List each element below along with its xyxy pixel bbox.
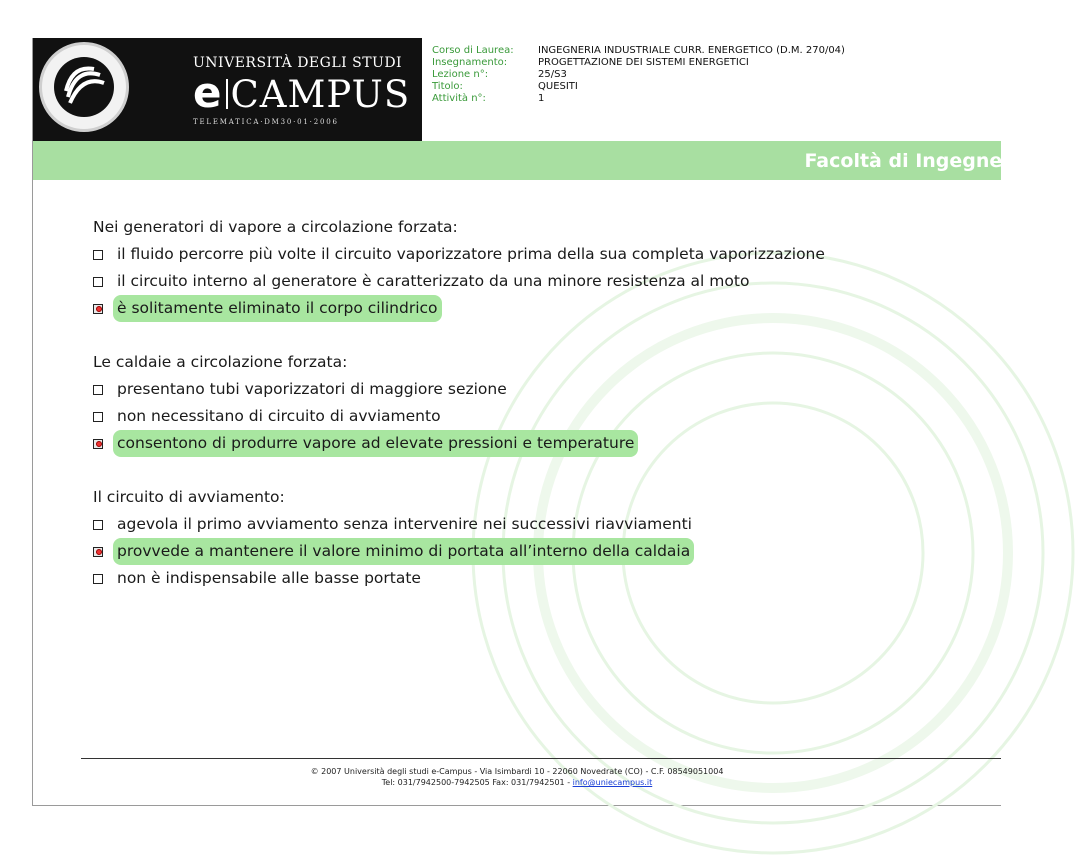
meta-key: Corso di Laurea:: [432, 45, 514, 56]
brand-tagline: TELEMATICA·DM30·01·2006: [193, 118, 339, 126]
checkbox-checked-icon[interactable]: [93, 304, 103, 314]
question-text: Il circuito di avviamento:: [93, 488, 285, 506]
footer: [33, 766, 1001, 788]
brand-e: e: [193, 68, 223, 117]
brand-wordmark: [193, 68, 410, 117]
ecampus-logo-icon: [39, 42, 129, 132]
question-gap: [93, 457, 825, 484]
answer-text-correct: provvede a mantenere il valore minimo di portata all’interno della caldaia: [113, 538, 694, 565]
answer-text: non necessitano di circuito di avviamento: [117, 407, 441, 425]
slide: [32, 38, 1031, 806]
brand-separator: [226, 79, 228, 109]
meta-row: [432, 57, 845, 69]
answer-text-correct: consentono di produrre vapore ad elevate pressioni e temperature: [113, 430, 638, 457]
checkbox-icon[interactable]: [93, 412, 103, 422]
question-text: Le caldaie a circolazione forzata:: [93, 353, 348, 371]
faculty-title: Facoltà di Ingegneria: [804, 150, 1031, 172]
answer-option[interactable]: [93, 295, 825, 322]
checkbox-checked-icon[interactable]: [93, 547, 103, 557]
question-text: Nei generatori di vapore a circolazione forzata:: [93, 218, 458, 236]
answer-text-correct: è solitamente eliminato il corpo cilindrico: [113, 295, 442, 322]
footer-contacts: [33, 777, 1001, 788]
answer-option[interactable]: [93, 430, 825, 457]
lesson-metadata: [432, 45, 845, 105]
meta-value: QUESITI: [538, 81, 578, 92]
meta-key: Insegnamento:: [432, 57, 508, 68]
answer-option[interactable]: [93, 538, 825, 565]
quiz-content: [93, 214, 825, 592]
meta-key: Lezione n°:: [432, 69, 489, 80]
brand-name: CAMPUS: [230, 73, 411, 116]
answer-option[interactable]: [93, 403, 825, 430]
footer-address: © 2007 Università degli studi e-Campus - Via Isimbardi 10 - 22060 Novedrate (CO) - C.F. 08549051004: [310, 767, 724, 776]
checkbox-icon[interactable]: [93, 277, 103, 287]
question-gap: [93, 322, 825, 349]
meta-key: Titolo:: [432, 81, 463, 92]
university-name: UNIVERSITÀ DEGLI STUDI: [193, 55, 403, 71]
footer-email-link[interactable]: info@uniecampus.it: [572, 778, 653, 787]
answer-text: il fluido percorre più volte il circuito vaporizzatore prima della sua completa vaporizzazione: [117, 245, 825, 263]
checkbox-icon[interactable]: [93, 385, 103, 395]
meta-value: 25/S3: [538, 69, 567, 80]
meta-row: [432, 69, 845, 81]
answer-option[interactable]: [93, 565, 825, 592]
answer-text: il circuito interno al generatore è caratterizzato da una minore resistenza al moto: [117, 272, 750, 290]
answer-option[interactable]: [93, 511, 825, 538]
answer-option[interactable]: [93, 268, 825, 295]
meta-value: PROGETTAZIONE DEI SISTEMI ENERGETICI: [538, 57, 749, 68]
meta-row: [432, 45, 845, 57]
answer-text: presentano tubi vaporizzatori di maggiore sezione: [117, 380, 507, 398]
header-logo-block: [33, 38, 422, 141]
checkbox-icon[interactable]: [93, 520, 103, 530]
footer-phone: Tel: 031/7942500-7942505 Fax: 031/7942501 -: [381, 778, 573, 787]
meta-value: 1: [538, 93, 545, 104]
meta-value: INGEGNERIA INDUSTRIALE CURR. ENERGETICO (D.M. 270/04): [538, 45, 845, 56]
answer-option[interactable]: [93, 376, 825, 403]
checkbox-icon[interactable]: [93, 250, 103, 260]
answer-text: non è indispensabile alle basse portate: [117, 569, 421, 587]
meta-row: [432, 93, 845, 105]
meta-key: Attività n°:: [432, 93, 486, 104]
checkbox-checked-icon[interactable]: [93, 439, 103, 449]
answer-option[interactable]: [93, 241, 825, 268]
footer-divider: [81, 758, 1001, 759]
answer-text: agevola il primo avviamento senza intervenire nei successivi riavviamenti: [117, 515, 692, 533]
meta-row: [432, 81, 845, 93]
checkbox-icon[interactable]: [93, 574, 103, 584]
